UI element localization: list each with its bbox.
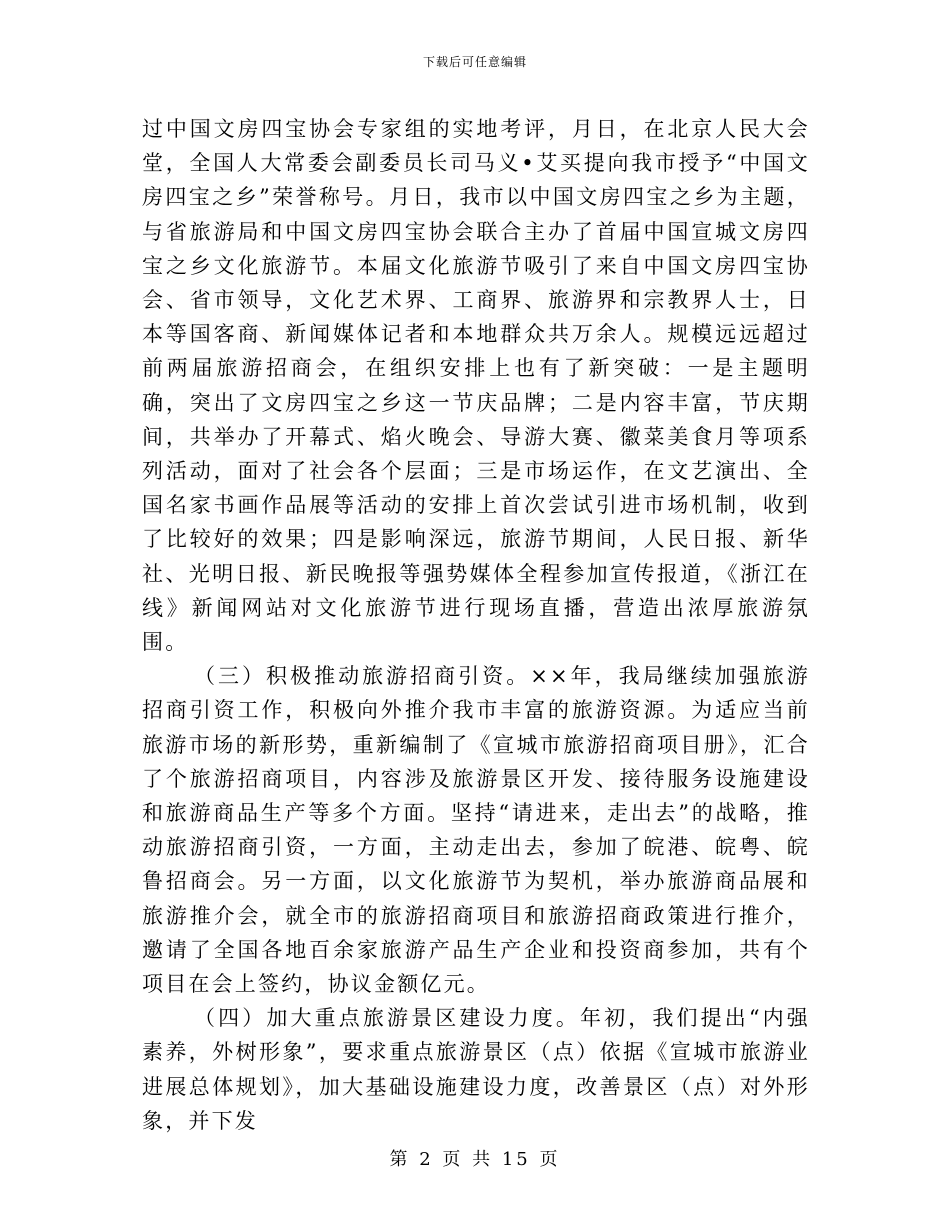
page-header: 下载后可任意编辑 [422,55,527,69]
paragraph-investment: （三）积极推动旅游招商引资。××年，我局继续加强旅游招商引资工作，积极向外推介我市丰富的旅游资源。为适应当前旅游市场的新形势，重新编制了《宣城市旅游招商项目册》，汇合了个旅游招商项目，内容涉及旅游景区开发、接待服务设施建设和旅游商品生产等多个方面。坚持“请进来，走出去”的战略，推动旅游招商引资，一方面，主动走出去，参加了皖港、皖粤、皖鲁招商会。另一方面，以文化旅游节为契机，举办旅游商品展和旅游推介会，就全市的旅游招商项目和旅游招商政策进行推介，邀请了全国各地百余家旅游产品生产企业和投资商参加，共有个项目在会上签约，协议金额亿元。 [142,664,810,997]
paragraph-continued: 过中国文房四宝协会专家组的实地考评，月日，在北京人民大会堂，全国人大常委会副委员长司马义•艾买提向我市授予“中国文房四宝之乡”荣誉称号。月日，我市以中国文房四宝之乡为主题，与省旅游局和中国文房四宝协会联合主办了首届中国宣城文房四宝之乡文化旅游节。本届文化旅游节吸引了来自中国文房四宝协会、省市领导，文化艺术界、工商界、旅游界和宗教界人士，日本等国客商、新闻媒体记者和本地群众共万余人。规模远远超过前两届旅游招商会，在组织安排上也有了新突破：一是主题明确，突出了文房四宝之乡这一节庆品牌；二是内容丰富，节庆期间，共举办了开幕式、焰火晚会、导游大赛、徽菜美食月等项系列活动，面对了社会各个层面；三是市场运作，在文艺演出、全国名家书画作品展等活动的安排上首次尝试引进市场机制，收到了比较好的效果；四是影响深远，旅游节期间，人民日报、新华社、光明日报、新民晚报等强势媒体全程参加宣传报道，《浙江在线》新闻网站对文化旅游节进行现场直播，营造出浓厚旅游氛围。 [142,117,810,655]
page-number-footer: 第 2 页 共 15 页 [389,1149,561,1170]
document-body [142,112,810,1138]
paragraph-scenic-construction: （四）加大重点旅游景区建设力度。年初，我们提出“内强素养，外树形象”，要求重点旅游景区（点）依据《宣城市旅游业进展总体规划》，加大基础设施建设力度，改善景区（点）对外形象，并下发 [142,1006,810,1133]
